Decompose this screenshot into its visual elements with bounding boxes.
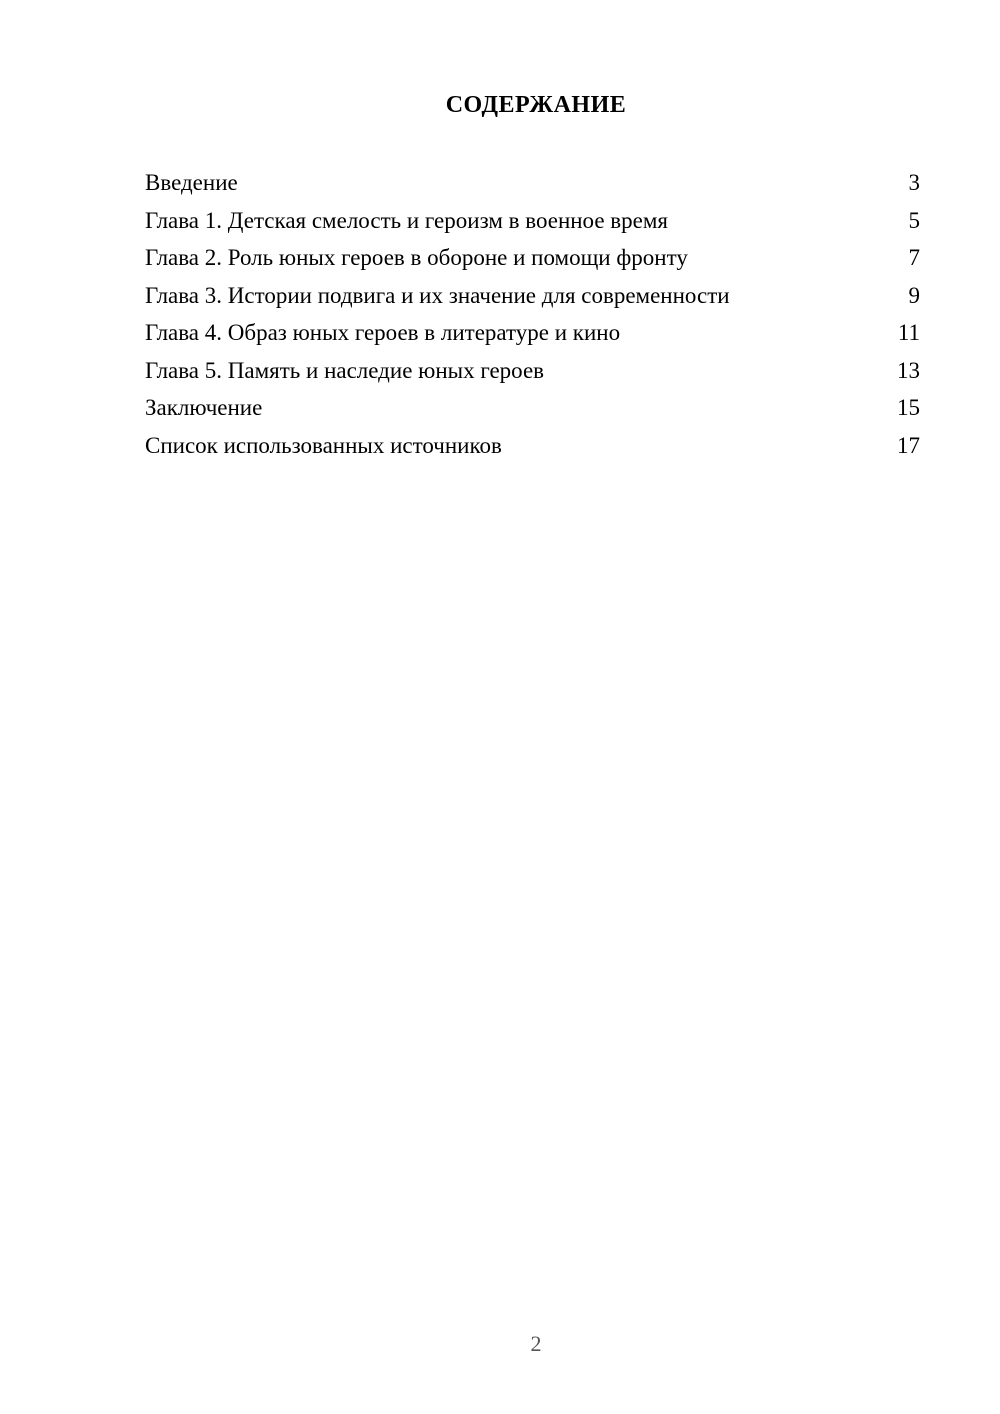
toc-entry-label: Введение (145, 170, 238, 195)
toc-entry-page-number: 9 (908, 282, 920, 308)
toc-entry-label: Глава 5. Память и наследие юных героев (145, 357, 545, 383)
toc-entry-page-number: 7 (908, 245, 920, 270)
toc-entry (145, 239, 920, 277)
toc-entry-page-number: 5 (908, 207, 920, 233)
toc-entry-page-number: 17 (897, 432, 920, 458)
toc-entry-label: Глава 4. Образ юных героев в литературе и кино (145, 320, 621, 345)
toc-entry-page-number: 13 (897, 357, 920, 383)
toc-entry-label: Глава 1. Детская смелость и героизм в военное время (145, 207, 669, 233)
toc-entry-page-number: 11 (897, 320, 920, 345)
toc-entry (145, 164, 920, 202)
toc-entry (145, 389, 920, 427)
page-title: СОДЕРЖАНИЕ (445, 92, 627, 118)
toc-entry-label: Глава 3. Истории подвига и их значение для современности (145, 282, 730, 308)
toc-entry-label: Список использованных источников (145, 432, 502, 458)
toc-entry (145, 202, 920, 240)
toc-entry (145, 427, 920, 465)
toc-entry (145, 277, 920, 315)
toc-entry (145, 314, 920, 352)
toc-entry-label: Глава 2. Роль юных героев в обороне и помощи фронту (145, 245, 688, 270)
toc-entry-label: Заключение (145, 395, 263, 420)
table-of-contents (145, 164, 920, 464)
toc-entry (145, 352, 920, 390)
footer-page-number: 2 (530, 1331, 542, 1356)
toc-entry-page-number: 15 (897, 395, 920, 420)
toc-entry-page-number: 3 (908, 170, 920, 195)
